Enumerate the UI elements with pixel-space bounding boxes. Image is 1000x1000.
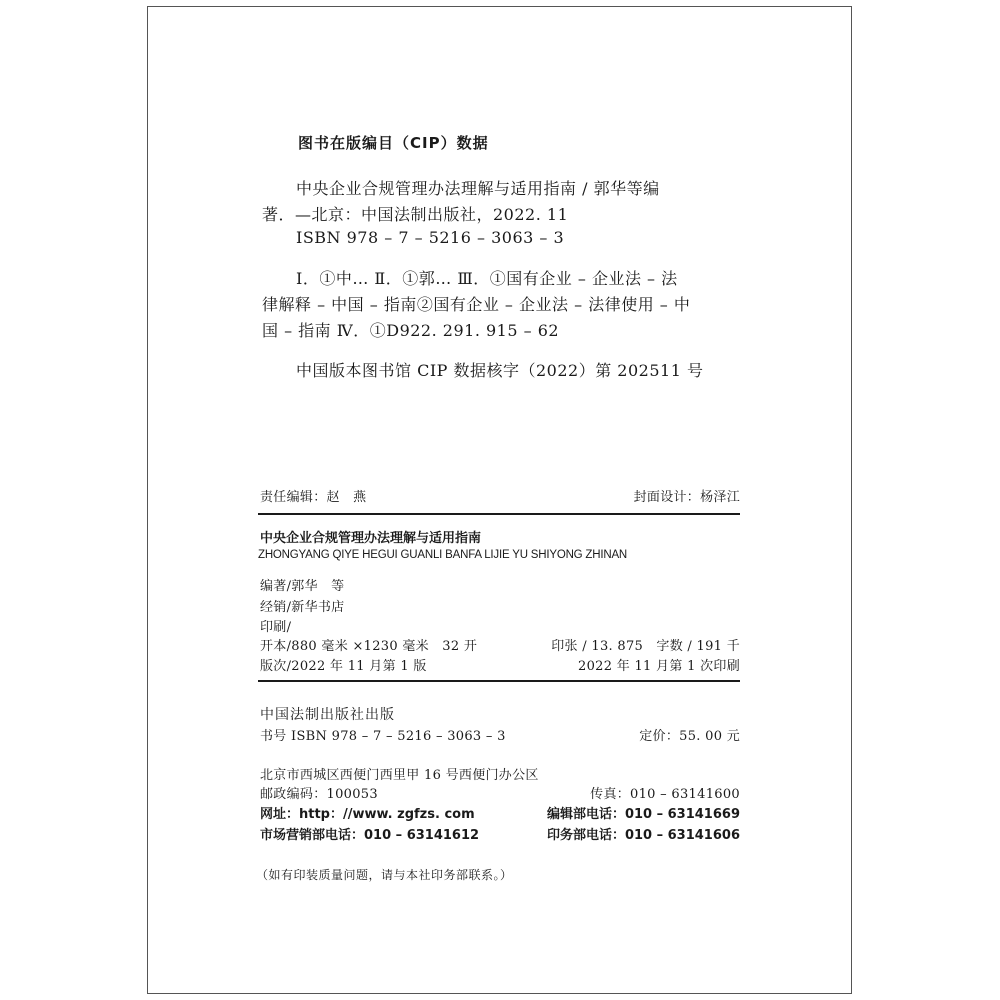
edition-info: 版次/2022 年 11 月第 1 版 (260, 659, 427, 674)
cip-subject-line-3: 国 – 指南 Ⅳ．①D922. 291. 915 – 62 (262, 321, 560, 340)
cip-record-number: 中国版本图书馆 CIP 数据核字（2022）第 202511 号 (296, 361, 704, 380)
cip-heading: 图书在版编目（CIP）数据 (298, 134, 489, 152)
postcode: 邮政编码：100053 (260, 787, 378, 802)
author-credit: 编著/郭华 等 (260, 579, 345, 594)
cip-publisher-line: 著．—北京：中国法制出版社，2022. 11 (262, 205, 569, 224)
editorial-phone: 编辑部电话：010 – 63141669 (546, 807, 740, 822)
format-spec: 开本/880 毫米 ×1230 毫米 32 开 (260, 639, 478, 654)
cip-isbn-line: ISBN 978 – 7 – 5216 – 3063 – 3 (296, 228, 565, 247)
quality-note: （如有印装质量问题，请与本社印务部联系。） (256, 868, 513, 882)
cip-subject-line-1: Ⅰ．①中… Ⅱ．①郭… Ⅲ．①国有企业 – 企业法 – 法 (296, 269, 678, 288)
book-title-pinyin: ZHONGYANG QIYE HEGUI GUANLI BANFA LIJIE YU SHIYONG ZHINAN (258, 549, 628, 561)
divider-top (258, 513, 740, 515)
book-number: 书号 ISBN 978 – 7 – 5216 – 3063 – 3 (260, 729, 506, 744)
distributor: 经销/新华书店 (260, 600, 345, 615)
marketing-phone: 市场营销部电话：010 – 63141612 (260, 828, 480, 843)
fax-number: 传真：010 – 63141600 (590, 787, 740, 802)
printing-dept-phone: 印务部电话：010 – 63141606 (546, 828, 740, 843)
cip-subject-line-2: 律解释 – 中国 – 指南②国有企业 – 企业法 – 法律使用 – 中 (262, 295, 691, 314)
divider-bottom (258, 680, 740, 682)
sheets-and-words: 印张 / 13. 875 字数 / 191 千 (551, 639, 740, 654)
page-frame (147, 6, 852, 994)
responsible-editor: 责任编辑：赵 燕 (260, 490, 367, 505)
printing-info: 2022 年 11 月第 1 次印刷 (578, 659, 740, 674)
publisher-name: 中国法制出版社出版 (260, 707, 395, 723)
book-title: 中央企业合规管理办法理解与适用指南 (260, 531, 482, 546)
cip-title-line: 中央企业合规管理办法理解与适用指南 / 郭华等编 (296, 179, 660, 198)
publisher-address: 北京市西城区西便门西里甲 16 号西便门办公区 (260, 768, 539, 783)
website: 网址：http：//www. zgfzs. com (260, 807, 475, 822)
cover-designer: 封面设计：杨泽江 (633, 490, 740, 505)
price: 定价：55. 00 元 (639, 729, 740, 744)
printer: 印刷/ (260, 620, 292, 635)
